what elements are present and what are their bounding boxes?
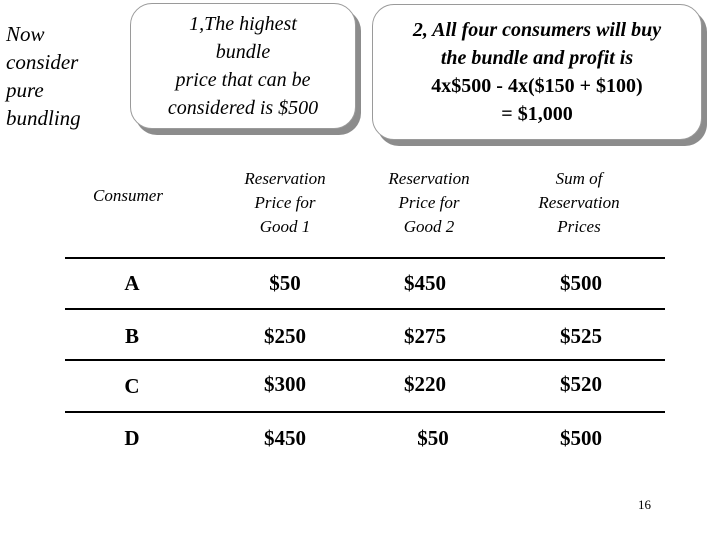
intro-text	[6, 20, 116, 132]
callout-line: = $1,000	[501, 103, 573, 125]
callout-highest-bundle-price	[130, 3, 356, 129]
intro-line: Now	[6, 22, 45, 46]
cell-consumer: C	[124, 374, 140, 398]
cell-good1: $300	[264, 372, 306, 396]
header-line: Reservation	[538, 193, 620, 212]
header-line: Sum of	[555, 169, 603, 188]
header-line: Price for	[398, 193, 460, 212]
table-divider	[65, 359, 665, 361]
table-divider	[65, 257, 665, 259]
header-good1	[222, 167, 348, 239]
cell-good1: $450	[264, 426, 306, 450]
header-line: Reservation	[388, 169, 470, 188]
callout-line: bundle	[215, 41, 271, 63]
callout-line: 1,The highest	[189, 13, 297, 35]
intro-line: consider	[6, 50, 79, 74]
header-consumer	[72, 184, 184, 208]
header-sum	[516, 167, 642, 239]
callout-line: 2, All four consumers will buy	[412, 19, 662, 41]
header-line: Reservation	[244, 169, 326, 188]
cell-good2: $450	[404, 271, 446, 295]
cell-good2: $220	[404, 372, 446, 396]
header-line: Good 2	[403, 217, 455, 236]
cell-sum: $520	[560, 372, 602, 396]
header-line: Price for	[254, 193, 316, 212]
callout-line: considered is $500	[167, 97, 319, 119]
callout-line: the bundle and profit is	[440, 47, 634, 69]
page-number: 16	[638, 497, 651, 512]
table-divider	[65, 411, 665, 413]
intro-line: bundling	[6, 106, 81, 130]
cell-good2: $275	[404, 324, 446, 348]
cell-sum: $500	[560, 271, 602, 295]
cell-consumer: B	[124, 324, 139, 348]
cell-sum: $525	[560, 324, 602, 348]
header-line: Prices	[557, 217, 601, 236]
callout-profit	[372, 4, 702, 140]
cell-consumer: A	[124, 271, 140, 295]
intro-line: pure	[6, 78, 44, 102]
callout-line: 4x$500 - 4x($150 + $100)	[431, 75, 643, 97]
callout-line: price that can be	[175, 69, 311, 91]
cell-good1: $50	[269, 271, 301, 295]
table-divider	[65, 308, 665, 310]
header-line: Good 1	[259, 217, 311, 236]
header-good2	[366, 167, 492, 239]
cell-good2: $50	[417, 426, 449, 450]
cell-sum: $500	[560, 426, 602, 450]
header-line: Consumer	[93, 186, 163, 205]
cell-good1: $250	[264, 324, 306, 348]
cell-consumer: D	[124, 426, 140, 450]
